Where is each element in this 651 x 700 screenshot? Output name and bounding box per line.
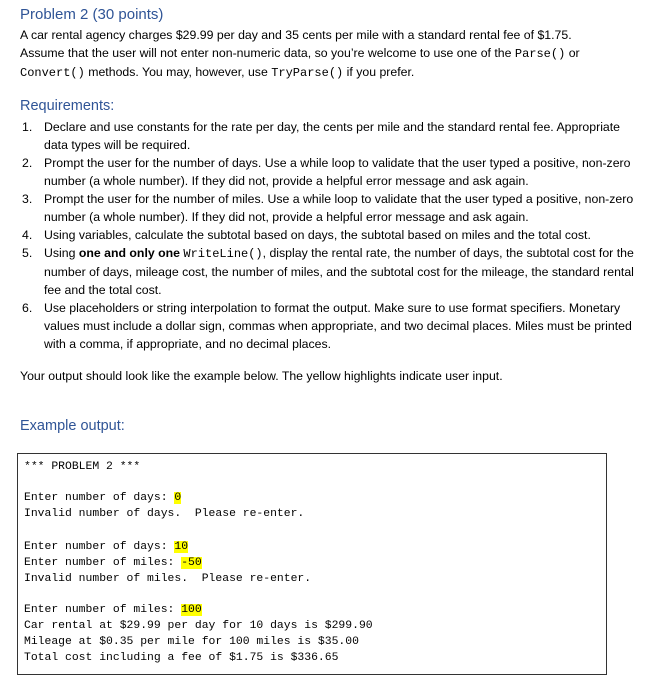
item-number: 6. [22, 301, 33, 315]
console-line: Total cost including a fee of $1.75 is $336.65 [24, 652, 339, 664]
parse-code: Parse() [514, 47, 566, 61]
console-header: *** PROBLEM 2 *** [24, 461, 141, 473]
intro-text: or [565, 46, 580, 60]
intro-line-2 [20, 44, 630, 63]
item-text: Prompt the user for the number of miles. Use a while loop to validate that the user typed a positive, non-zero number (a whole number). If they did not, provide a helpful error message and ask again. [44, 192, 634, 224]
list-item [20, 118, 635, 154]
example-console [17, 453, 607, 675]
intro-text: methods. You may, however, use [84, 65, 272, 79]
intro-line-3 [20, 63, 630, 82]
output-note: Your output should look like the example below. The yellow highlights indicate user input. [20, 369, 503, 383]
item-text: Using [44, 246, 79, 260]
console-line: Mileage at $0.35 per mile for 100 miles is $35.00 [24, 636, 359, 648]
list-item [20, 299, 635, 353]
console-line: Invalid number of miles. Please re-enter. [24, 573, 312, 585]
item-number: 4. [22, 228, 33, 242]
user-input-highlight: 100 [181, 604, 202, 616]
item-text: Prompt the user for the number of days. Use a while loop to validate that the user typed a positive, non-zero number (a whole number). If they did not, provide a helpful error message and ask again. [44, 156, 631, 188]
convert-code: Convert() [20, 66, 85, 80]
writeline-code: WriteLine() [183, 247, 263, 261]
user-input-highlight: 10 [174, 541, 189, 553]
requirements-list [20, 118, 635, 353]
intro-paragraph [20, 26, 630, 82]
console-line: Invalid number of days. Please re-enter. [24, 508, 305, 520]
requirements-heading: Requirements: [20, 98, 115, 114]
list-item [20, 190, 635, 226]
item-text: Using variables, calculate the subtotal based on days, the subtotal based on miles and the total cost. [44, 228, 591, 242]
item-number: 3. [22, 192, 33, 206]
item-bold: one and only one [78, 246, 180, 260]
example-heading: Example output: [20, 418, 125, 434]
item-text: Use placeholders or string interpolation to format the output. Make sure to use format specifiers. Monetary values must include a dollar sign, commas when appropriate, and two decimal places. Miles must be printed with a comma, if appropriate, and no decimal places. [44, 301, 632, 351]
user-input-highlight: -50 [181, 557, 202, 569]
item-number: 1. [22, 120, 33, 134]
item-text: Declare and use constants for the rate per day, the cents per mile and the standard rental fee. Appropriate data types will be required. [44, 120, 621, 152]
console-line [24, 603, 202, 619]
item-number: 5. [22, 246, 33, 260]
prompt-text: Enter number of days: [24, 492, 175, 504]
user-input-highlight: 0 [174, 492, 182, 504]
list-item [20, 154, 635, 190]
console-line [24, 556, 202, 572]
tryparse-code: TryParse() [271, 66, 344, 80]
list-item [20, 226, 635, 244]
prompt-text: Enter number of miles: [24, 557, 182, 569]
intro-text: if you prefer. [343, 65, 415, 79]
console-line [24, 540, 188, 556]
item-number: 2. [22, 156, 33, 170]
intro-text: Assume that the user will not enter non-numeric data, so you’re welcome to use one of the [20, 46, 515, 60]
prompt-text: Enter number of days: [24, 541, 175, 553]
item-text: , display the rental rate, the number of days, the subtotal cost for the number of days, mileage cost, the number of miles, and the subtotal cost for the mileage, the standard rental fee and the total cost. [44, 246, 634, 297]
list-item [20, 244, 635, 299]
page-title: Problem 2 (30 points) [20, 6, 164, 23]
intro-line-1: A car rental agency charges $29.99 per day and 35 cents per mile with a standard rental fee of $1.75. [20, 28, 572, 42]
console-line: Car rental at $29.99 per day for 10 days is $299.90 [24, 620, 373, 632]
prompt-text: Enter number of miles: [24, 604, 182, 616]
console-line [24, 491, 181, 507]
